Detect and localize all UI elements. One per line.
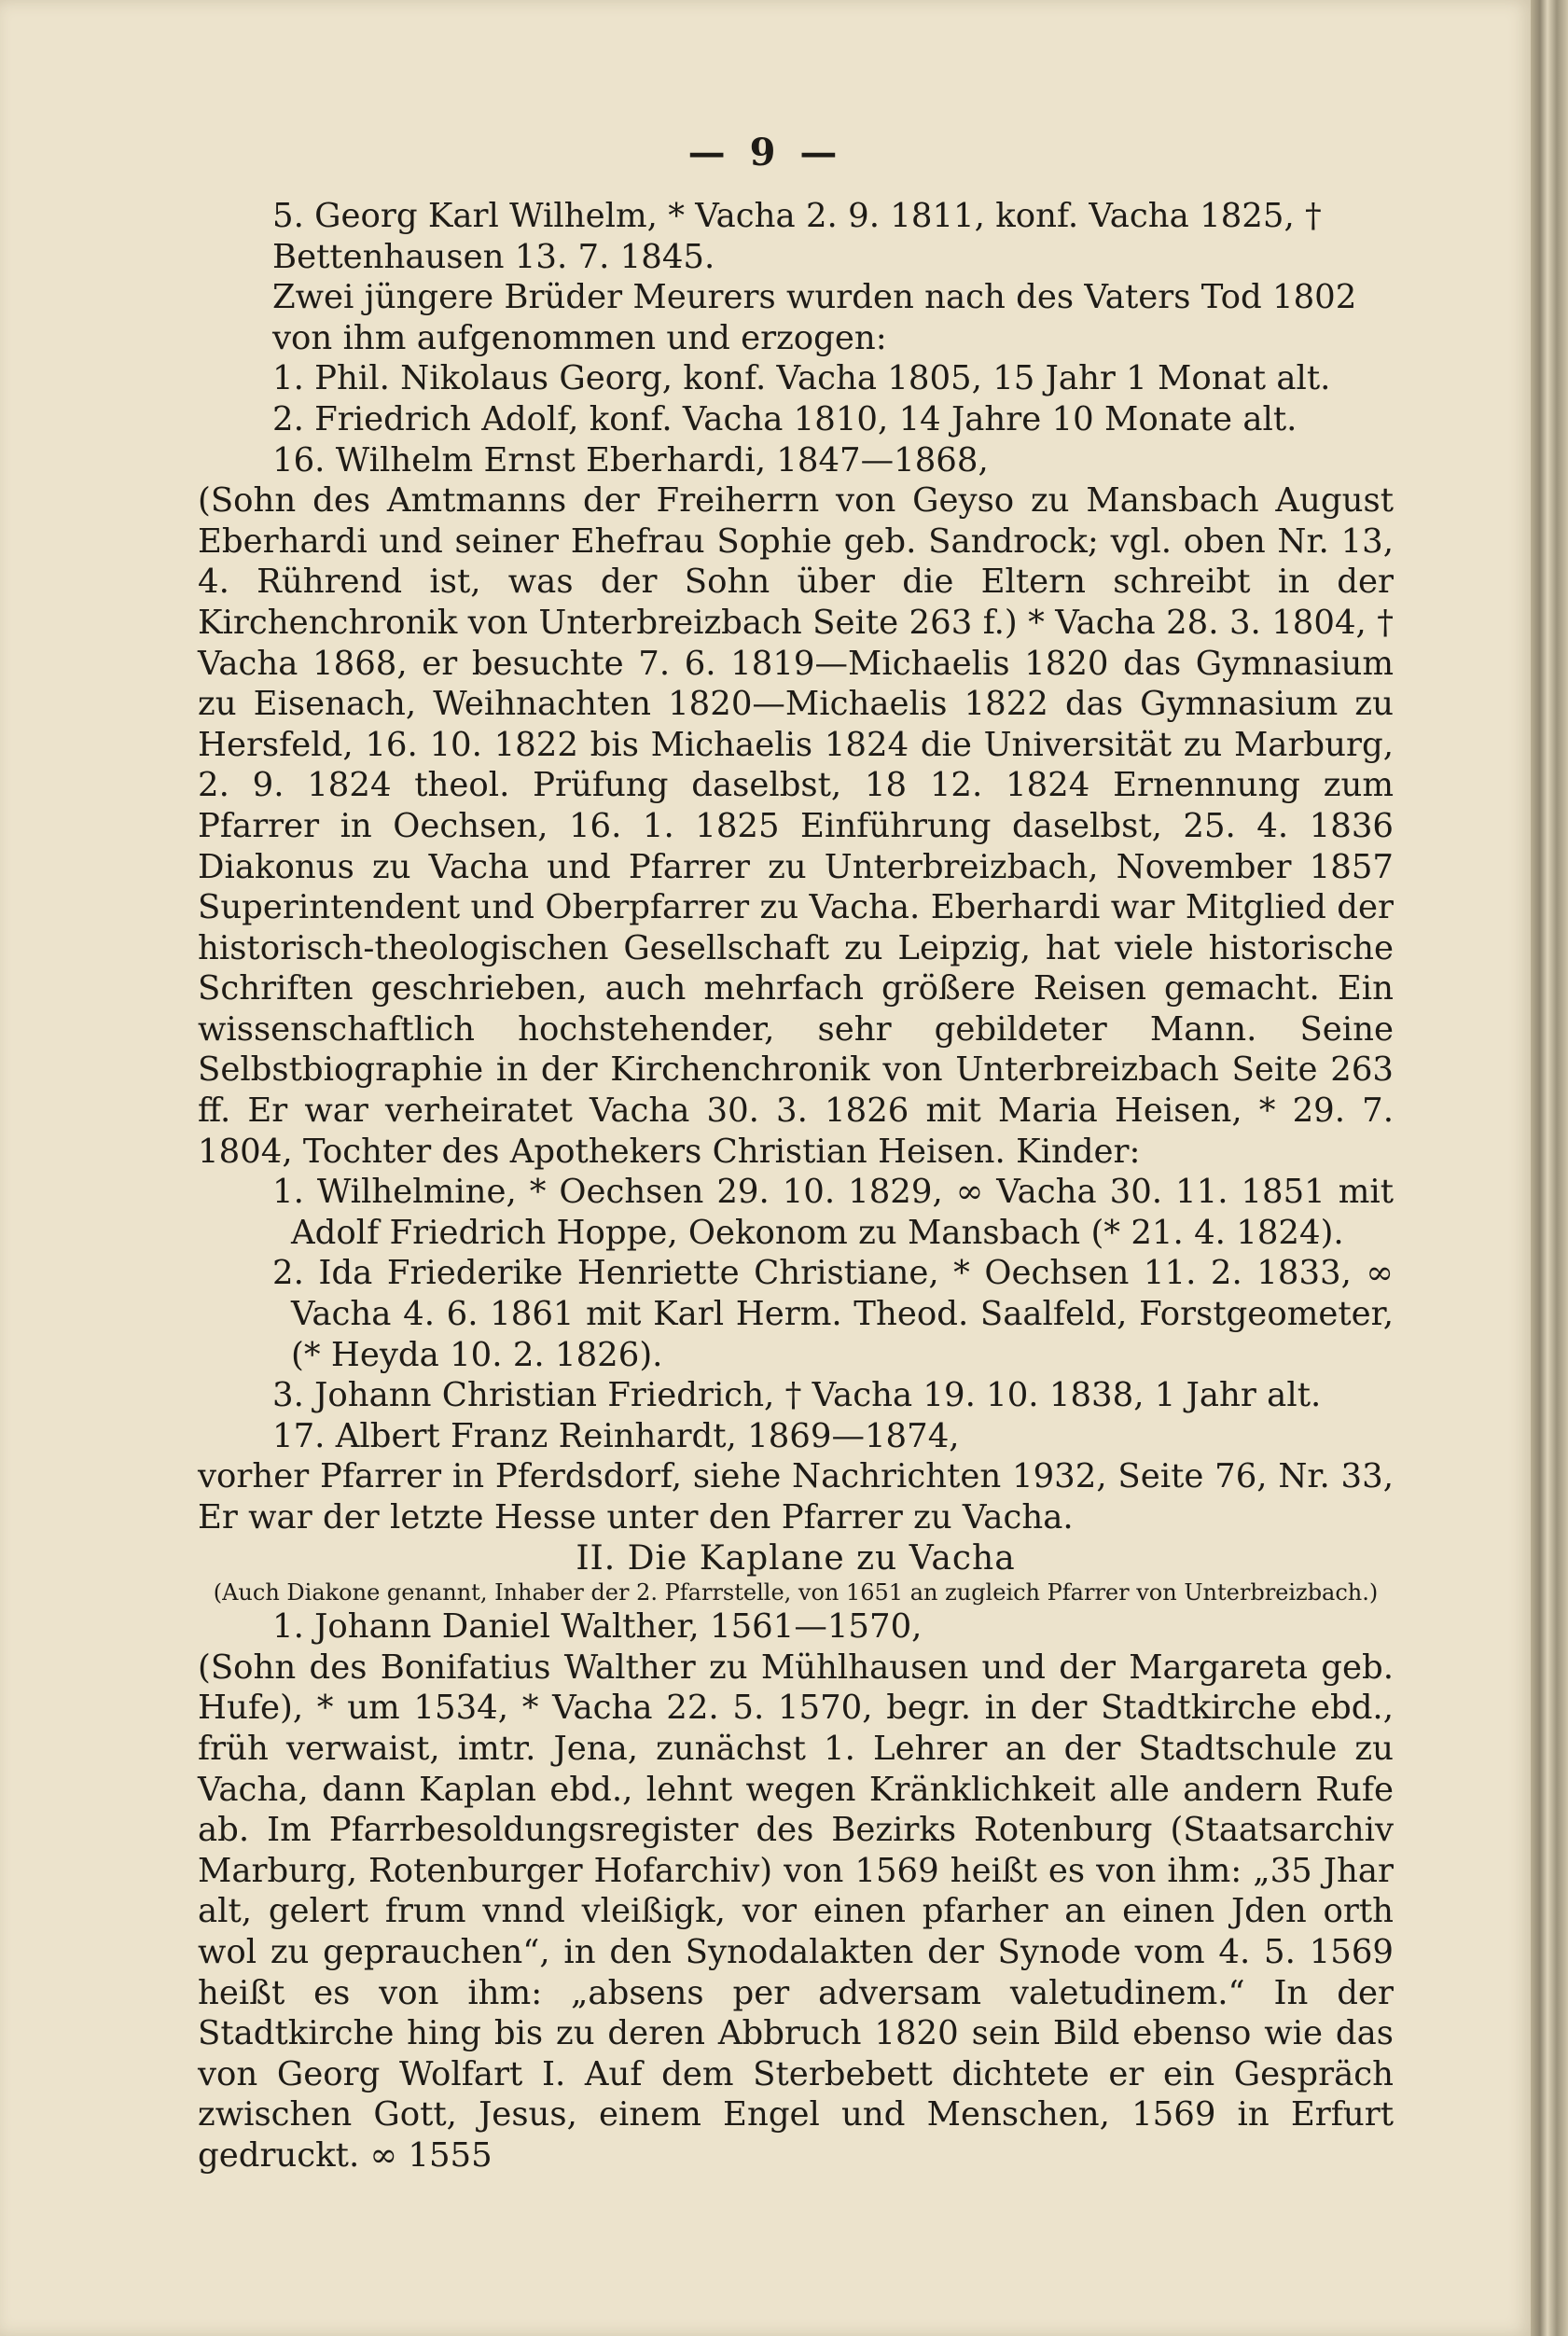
list-item: 1. Wilhelmine, * Oechsen 29. 10. 1829, ∞ Vacha 30. 11. 1851 mit Adolf Friedrich Hoppe, Oekonom zu Mansbach (* 21. 4. 1824). xyxy=(272,1173,1394,1252)
paragraph: 5. Georg Karl Wilhelm, * Vacha 2. 9. 1811, konf. Vacha 1825, † Bettenhausen 13. 7. 1845. xyxy=(272,197,1322,276)
page-body xyxy=(198,196,1394,2176)
paragraph: (Sohn des Bonifatius Walther zu Mühlhausen und der Margareta geb. Hufe), * um 1534, * Vacha 22. 5. 1570, begr. in der Stadtkirche ebd., früh verwaist, imtr. Jena, zunächst 1. Lehrer an der Stadtschule zu Vacha, dann Kaplan ebd., lehnt wegen Kränklichkeit alle andern Rufe ab. Im Pfarrbesoldungsregister des Bezirks Rotenburg (Staatsarchiv Marburg, Rotenburger Hofarchiv) von 1569 heißt es von ihm: „35 Jhar alt, gelert frum vnnd vleißigk, vor einen pfarher an einen Jden orth wol zu geprauchen“, in den Synodalakten der Synode vom 4. 5. 1569 heißt es von ihm: „absens per adversam valetudinem.“ In der Stadtkirche hing bis zu deren Abbruch 1820 sein Bild ebenso wie das von Georg Wolfart I. Auf dem Sterbebett dichtete er ein Gespräch zwischen Gott, Jesus, einem Engel und Menschen, 1569 in Erfurt gedruckt. ∞ 1555 xyxy=(198,1648,1394,2175)
list-item: 2. Ida Friederike Henriette Christiane, * Oechsen 11. 2. 1833, ∞ Vacha 4. 6. 1861 mit Karl Herm. Theod. Saalfeld, Forstgeometer, (* Heyda 10. 2. 1826). xyxy=(272,1254,1394,1374)
entry-heading: 16. Wilhelm Ernst Eberhardi, 1847—1868, xyxy=(272,440,989,480)
section-heading: II. Die Kaplane zu Vacha xyxy=(576,1538,1016,1578)
list-item: 2. Friedrich Adolf, konf. Vacha 1810, 14 Jahre 10 Monate alt. xyxy=(272,399,1297,438)
section-note: (Auch Diakone genannt, Inhaber der 2. Pfarrstelle, von 1651 an zugleich Pfarrer von Unterbreizbach.) xyxy=(213,1579,1379,1606)
list-item: 1. Phil. Nikolaus Georg, konf. Vacha 1805, 15 Jahr 1 Monat alt. xyxy=(272,359,1331,398)
paragraph: vorher Pfarrer in Pferdsdorf, siehe Nachrichten 1932, Seite 76, Nr. 33, Er war der letzte Hesse unter den Pfarrer zu Vacha. xyxy=(198,1457,1394,1536)
book-gutter xyxy=(1531,0,1568,2336)
paragraph: (Sohn des Amtmanns der Freiherrn von Geyso zu Mansbach August Eberhardi und seiner Ehefrau Sophie geb. Sandrock; vgl. oben Nr. 13, 4. Rührend ist, was der Sohn über die Eltern schreibt in der Kirchenchronik von Unterbreizbach Seite 263 f.) * Vacha 28. 3. 1804, † Vacha 1868, er besuchte 7. 6. 1819—Michaelis 1820 das Gymnasium zu Eisenach, Weihnachten 1820—Michaelis 1822 das Gymnasium zu Hersfeld, 16. 10. 1822 bis Michaelis 1824 die Universität zu Marburg, 2. 9. 1824 theol. Prüfung daselbst, 18 12. 1824 Ernennung zum Pfarrer in Oechsen, 16. 1. 1825 Einführung daselbst, 25. 4. 1836 Diakonus zu Vacha und Pfarrer zu Unterbreizbach, November 1857 Superintendent und Oberpfarrer zu Vacha. Eberhardi war Mitglied der historisch-theologischen Gesellschaft zu Leipzig, hat viele historische Schriften geschrieben, auch mehrfach größere Reisen gemacht. Ein wissenschaftlich hochstehender, sehr gebildeter Mann. Seine Selbstbiographie in der Kirchenchronik von Unterbreizbach Seite 263 ff. Er war verheiratet Vacha 30. 3. 1826 mit Maria Heisen, * 29. 7. 1804, Tochter des Apothekers Christian Heisen. Kinder: xyxy=(198,481,1394,1171)
entry-heading: 17. Albert Franz Reinhardt, 1869—1874, xyxy=(272,1416,960,1455)
entry-heading: 1. Johann Daniel Walther, 1561—1570, xyxy=(272,1607,923,1647)
paragraph: Zwei jüngere Brüder Meurers wurden nach des Vaters Tod 1802 von ihm aufgenommen und erzogen: xyxy=(272,278,1357,357)
page-number: — 9 — xyxy=(687,131,843,174)
list-item: 3. Johann Christian Friedrich, † Vacha 19. 10. 1838, 1 Jahr alt. xyxy=(272,1376,1322,1415)
